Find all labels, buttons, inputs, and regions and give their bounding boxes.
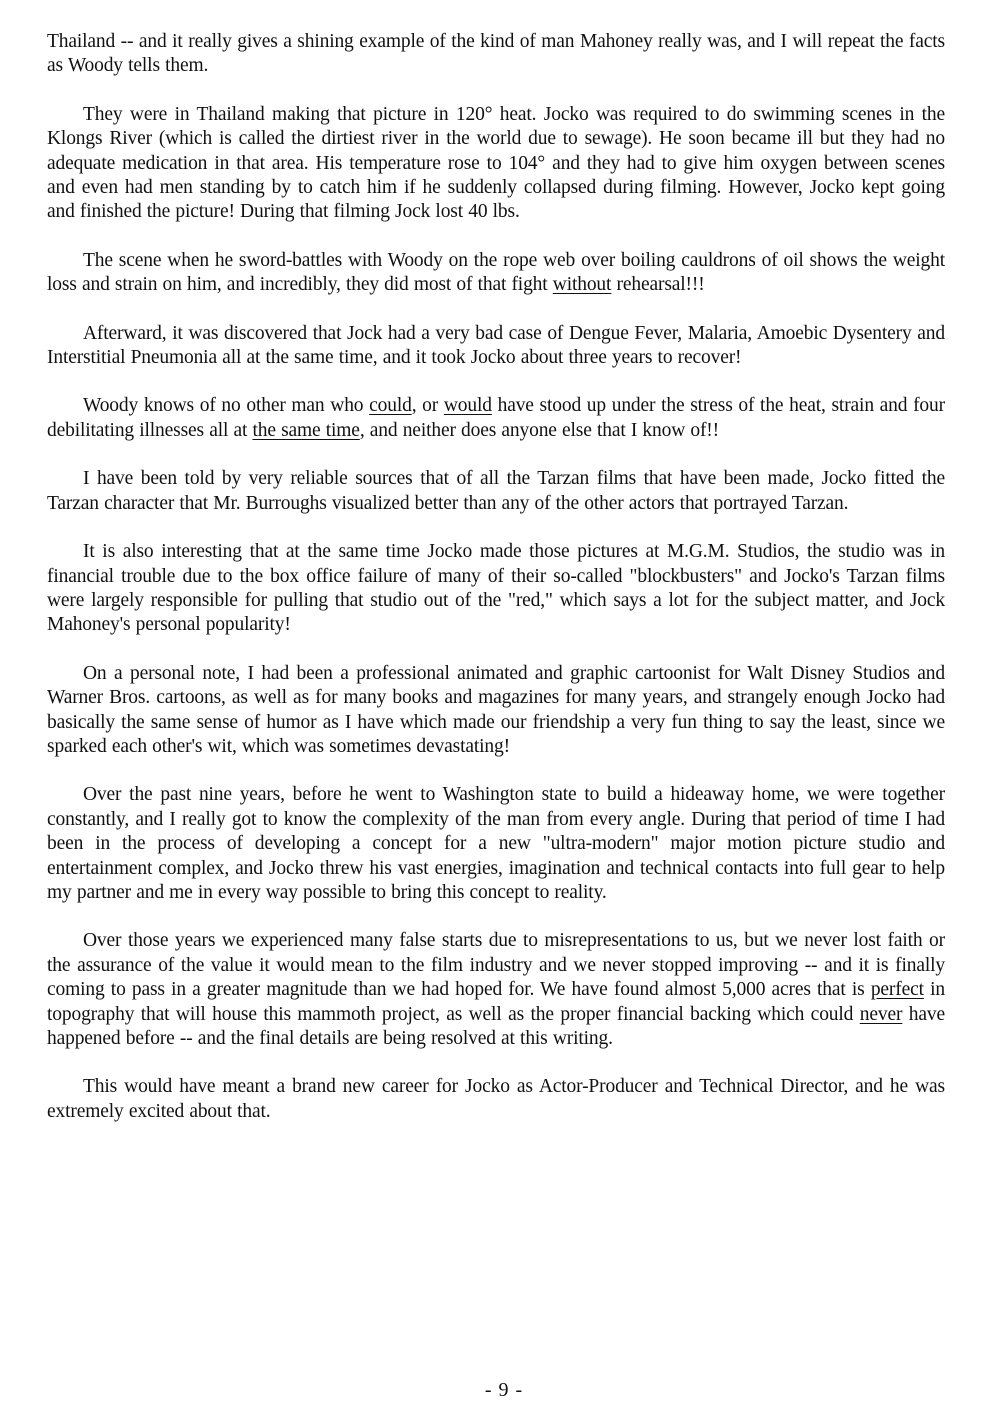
text-segment: It is also interesting that at the same time Jocko made those pictures at M.G.M. Studios, the studio was in financial trouble due to the box office failure of many of their so-called "blockbusters" and Jocko's Tarzan films were largely responsible for pulling that studio out of the "red," which says a lot for the subject matter, and Jock Mahoney's personal popularity! xyxy=(47,541,945,636)
text-segment: rehearsal!!! xyxy=(611,274,705,296)
text-segment: Woody knows of no other man who xyxy=(83,395,370,417)
text-segment: On a personal note, I had been a professional animated and graphic cartoonist for Walt Disney Studios and Warner Bros. cartoons, as well as for many books and magazines for many years, and strangely enough Jocko had basically the same sense of humor as I have which made our friendship a very fun thing to say the least, since we sparked each other's wit, which was sometimes devastating! xyxy=(47,662,945,757)
text-segment: have happened before -- and the final details are being resolved at this writing. xyxy=(47,1003,946,1049)
paragraph xyxy=(47,30,945,79)
paragraph xyxy=(47,394,945,443)
text-segment: Over the past nine years, before he went to Washington state to build a hideaway home, we were together constantly, and I really got to know the complexity of the man from every angle. During that period of time I had been in the process of developing a concept for a new "ultra-modern" major motion picture studio and entertainment complex, and Jocko threw his vast energies, imagination and technical contacts into full gear to help my partner and me in every way possible to bring this concept to reality. xyxy=(47,784,945,903)
underlined-emphasis: without xyxy=(552,274,612,296)
paragraph xyxy=(47,249,945,298)
paragraph xyxy=(47,467,945,516)
paragraph xyxy=(47,103,945,225)
text-segment: I have been told by very reliable sources that of all the Tarzan films that have been made, Jocko fitted the Tarzan character that Mr. Burroughs visualized better than any of the other actors that portrayed Tarzan. xyxy=(47,468,945,514)
underlined-emphasis: never xyxy=(859,1003,903,1025)
text-segment: , or xyxy=(411,395,444,417)
text-segment: Over those years we experienced many false starts due to misrepresentations to us, but we never lost faith or the assurance of the value it would mean to the film industry and we never stopped improving -- and it is finally coming to pass in a greater magnitude than we had hoped for. We have found almost 5,000 acres that is xyxy=(47,930,945,1001)
text-segment: Thailand -- and it really gives a shining example of the kind of man Mahoney really was, and I will repeat the facts as Woody tells them. xyxy=(47,31,945,77)
page-number: - 9 - xyxy=(484,1379,524,1401)
text-segment: have stood up under the stress of the heat, strain and four debilitating illnesses all at xyxy=(47,395,945,441)
paragraph xyxy=(47,540,945,638)
text-segment: This would have meant a brand new career for Jocko as Actor-Producer and Technical Director, and he was extremely excited about that. xyxy=(47,1076,945,1122)
text-segment: The scene when he sword-battles with Woody on the rope web over boiling cauldrons of oil shows the weight loss and strain on him, and incredibly, they did most of that fight xyxy=(47,249,945,296)
paragraph xyxy=(47,1075,945,1124)
text-segment: in topography that will house this mammoth project, as well as the proper financial backing which could xyxy=(47,979,945,1025)
underlined-emphasis: could xyxy=(369,395,412,417)
text-segment: , and neither does anyone else that I know of!! xyxy=(359,419,719,441)
underlined-emphasis: the same time xyxy=(252,419,360,441)
document-body xyxy=(47,30,945,1148)
text-segment: Afterward, it was discovered that Jock had a very bad case of Dengue Fever, Malaria, Amoebic Dysentery and Interstitial Pneumonia all at the same time, and it took Jocko about three years to recover! xyxy=(47,322,945,369)
paragraph xyxy=(47,322,945,371)
paragraph xyxy=(47,662,945,760)
paragraph xyxy=(47,783,945,905)
paragraph xyxy=(47,929,945,1051)
text-segment: They were in Thailand making that picture in 120° heat. Jocko was required to do swimming scenes in the Klongs River (which is called the dirtiest river in the world due to sewage). He soon became ill but they had no adequate medication in that area. His temperature rose to 104° and they had to give him oxygen between scenes and even had men standing by to catch him if he suddenly collapsed during filming. However, Jocko kept going and finished the picture! During that filming Jock lost 40 lbs. xyxy=(47,103,945,223)
underlined-emphasis: perfect xyxy=(870,979,924,1001)
underlined-emphasis: would xyxy=(443,395,492,417)
